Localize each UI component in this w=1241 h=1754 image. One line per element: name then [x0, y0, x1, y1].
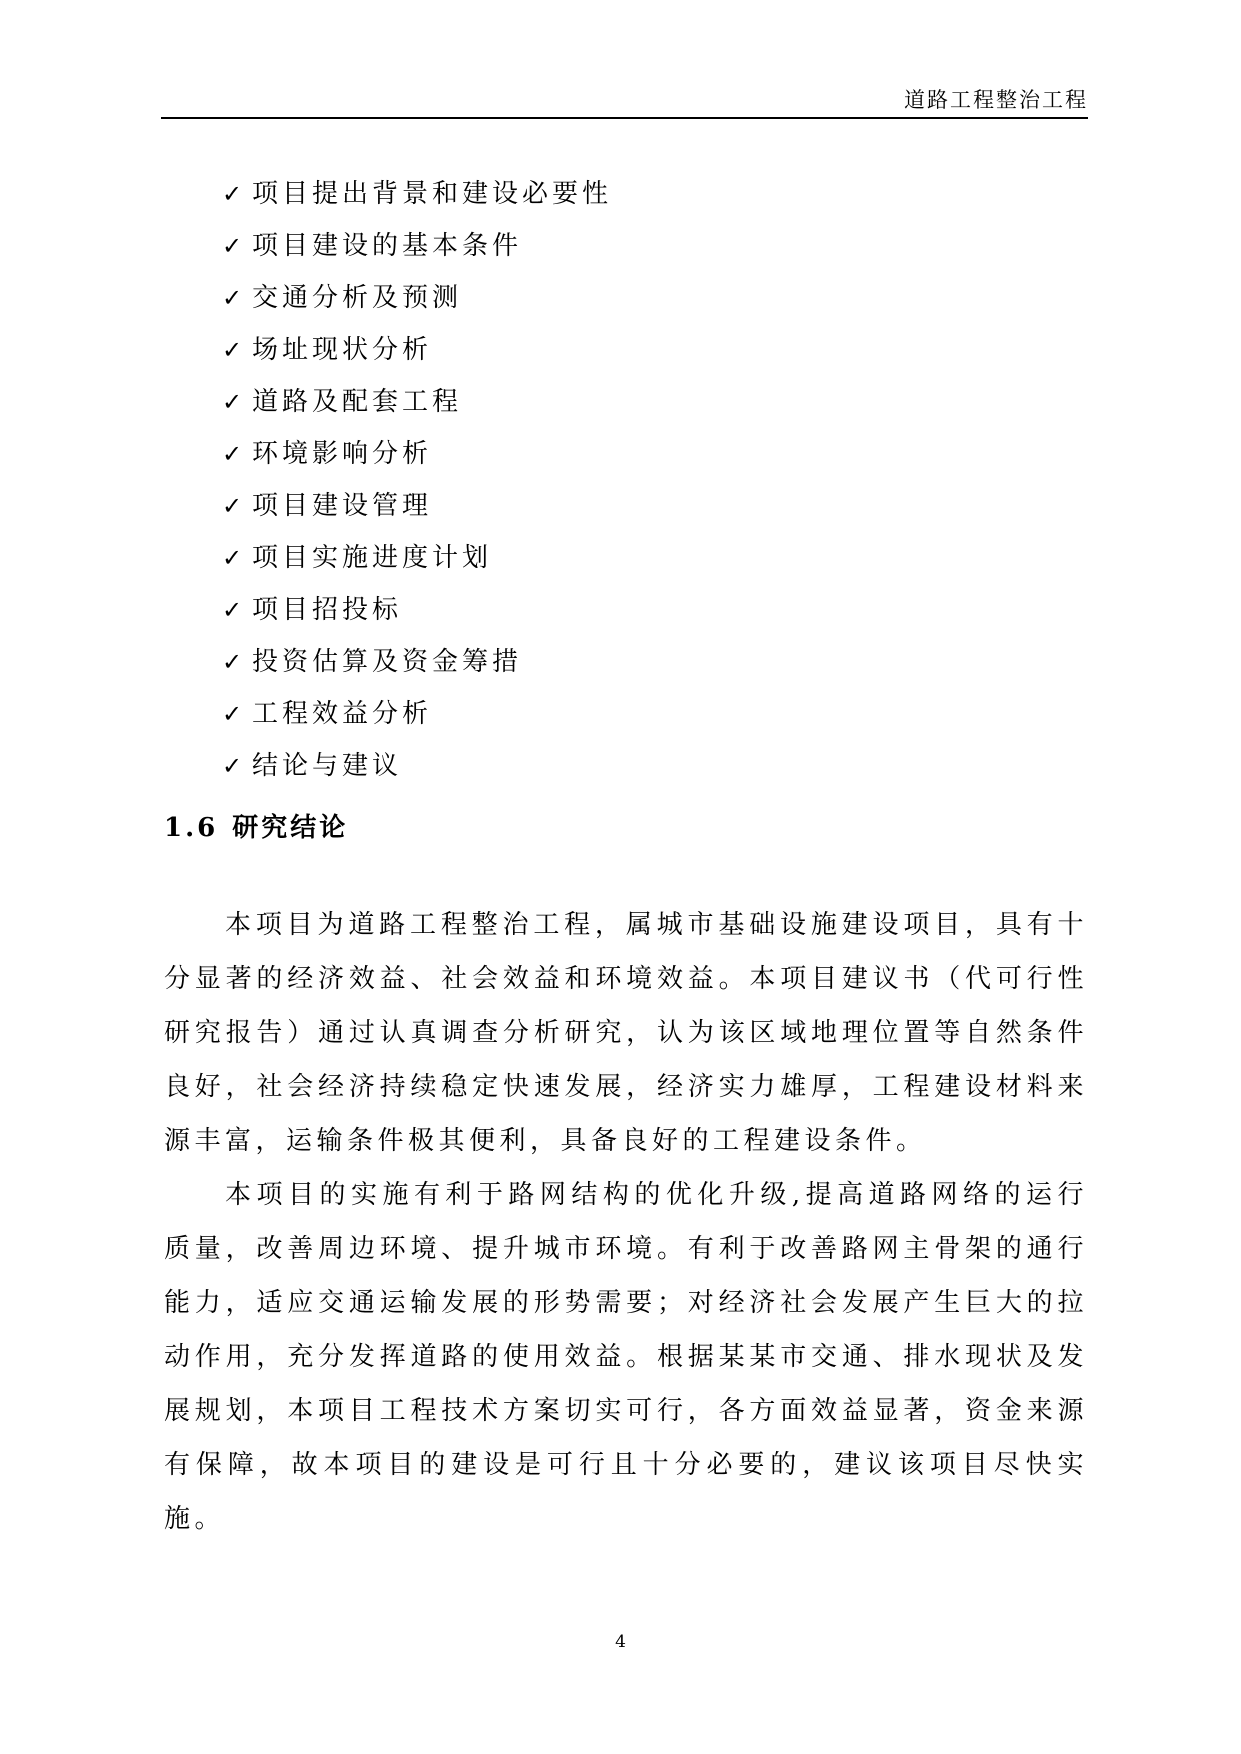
check-icon: ✓ [222, 232, 243, 260]
checklist-item-label: 项目招投标 [252, 595, 403, 625]
check-icon: ✓ [222, 492, 243, 520]
check-icon: ✓ [222, 284, 243, 312]
section-number: 1.6 [164, 813, 219, 843]
checklist-item [222, 272, 612, 324]
page-number: 4 [615, 1632, 626, 1652]
checklist-item [222, 740, 612, 792]
section-title: 研究结论 [232, 813, 349, 843]
check-icon: ✓ [222, 648, 243, 676]
checklist-item [222, 480, 612, 532]
header-title: 道路工程整治工程 [904, 88, 1088, 112]
paragraph: 本项目的实施有利于路网结构的优化升级,提高道路网络的运行质量，改善周边环境、提升城市环境。有利于改善路网主骨架的通行能力，适应交通运输发展的形势需要；对经济社会发展产生巨大的拉动作用，充分发挥道路的使用效益。根据某某市交通、排水现状及发展规划，本项目工程技术方案切实可行，各方面效益显著，资金来源有保障，故本项目的建设是可行且十分必要的，建议该项目尽快实施。 [164, 1180, 1088, 1534]
checklist-item [222, 324, 612, 376]
checklist-item-label: 结论与建议 [252, 751, 403, 781]
checklist-item [222, 584, 612, 636]
check-icon: ✓ [222, 440, 243, 468]
paragraph: 本项目为道路工程整治工程，属城市基础设施建设项目，具有十分显著的经济效益、社会效益和环境效益。本项目建议书（代可行性研究报告）通过认真调查分析研究，认为该区域地理位置等自然条件良好，社会经济持续稳定快速发展，经济实力雄厚，工程建设材料来源丰富，运输条件极其便利，具备良好的工程建设条件。 [164, 910, 1088, 1156]
check-icon: ✓ [222, 700, 243, 728]
check-icon: ✓ [222, 752, 243, 780]
checklist-item-label: 交通分析及预测 [252, 283, 463, 313]
check-icon: ✓ [222, 336, 243, 364]
check-icon: ✓ [222, 388, 243, 416]
header-divider [161, 117, 1088, 119]
checklist-item-label: 项目实施进度计划 [252, 543, 493, 573]
checklist-item [222, 376, 612, 428]
checklist-item [222, 220, 612, 272]
checklist-item-label: 工程效益分析 [252, 699, 433, 729]
checklist-item-label: 环境影响分析 [252, 439, 433, 469]
checklist-item-label: 场址现状分析 [252, 335, 433, 365]
checklist-item-label: 项目建设管理 [252, 491, 433, 521]
checklist-item [222, 532, 612, 584]
contents-checklist [222, 168, 612, 792]
checklist-item-label: 项目建设的基本条件 [252, 231, 523, 261]
check-icon: ✓ [222, 596, 243, 624]
checklist-item-label: 道路及配套工程 [252, 387, 463, 417]
section-heading [164, 808, 348, 848]
checklist-item [222, 168, 612, 220]
checklist-item [222, 428, 612, 480]
check-icon: ✓ [222, 544, 243, 572]
checklist-item [222, 688, 612, 740]
checklist-item-label: 投资估算及资金筹措 [252, 647, 523, 677]
checklist-item [222, 636, 612, 688]
checklist-item-label: 项目提出背景和建设必要性 [252, 179, 613, 209]
section-body [164, 898, 1088, 1546]
check-icon: ✓ [222, 180, 243, 208]
